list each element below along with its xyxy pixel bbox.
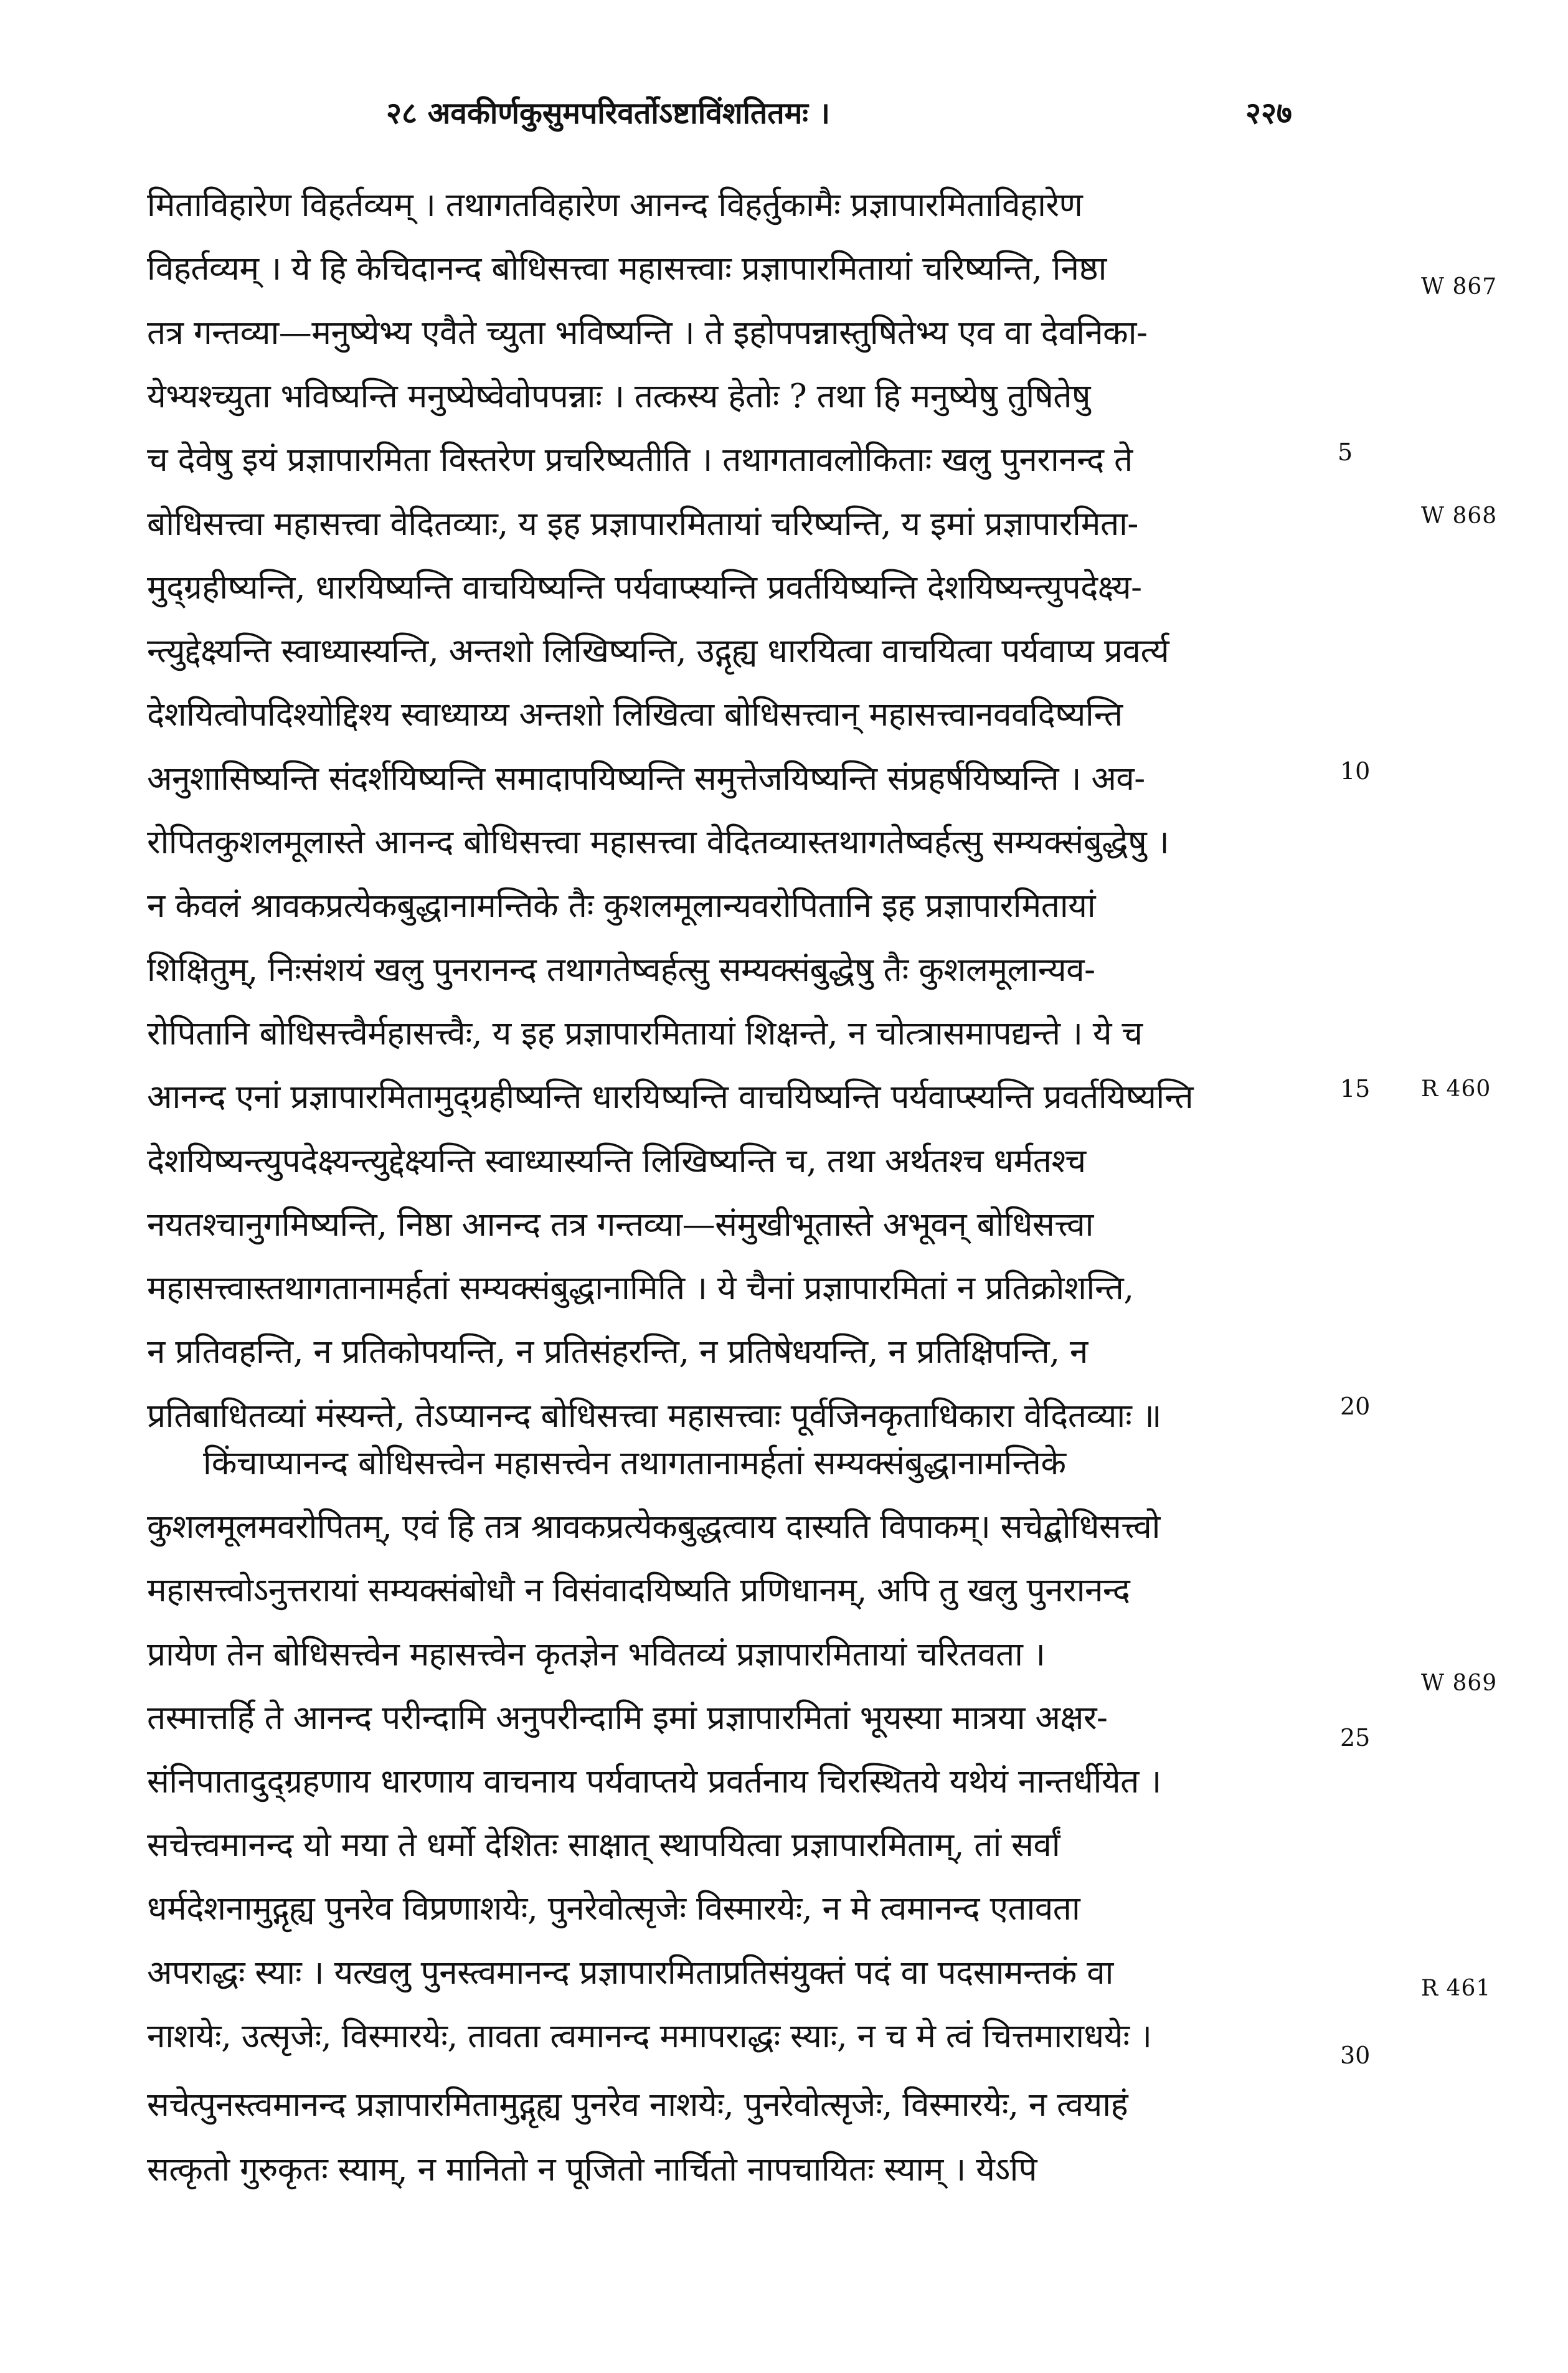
text-line: सचेत्पुनस्त्वमानन्द प्रज्ञापारमितामुद्गृह्य पुनरेव नाशयेः, पुनरेवोत्सृजेः, विस्मारयेः, न त्वयाहं: [147, 2086, 1128, 2124]
margin-reference: W 867: [1421, 274, 1498, 300]
margin-reference: R 460: [1421, 1076, 1491, 1102]
text-line: रोपितानि बोधिसत्त्वैर्महासत्त्वैः, य इह प्रज्ञापारमितायां शिक्षन्ते, न चोत्त्रासमापद्यन्ते । ये च: [147, 1014, 1143, 1053]
text-line: येभ्यश्च्युता भविष्यन्ति मनुष्येष्वेवोपपन्नाः । तत्कस्य हेतोः ? तथा हि मनुष्येषु तुषितेषु: [147, 377, 1091, 415]
text-line: न प्रतिवहन्ति, न प्रतिकोपयन्ति, न प्रतिसंहरन्ति, न प्रतिषेधयन्ति, न प्रतिक्षिपन्ति, न: [147, 1333, 1088, 1371]
text-line: महासत्त्वास्तथागतानामर्हतां सम्यक्संबुद्धानामिति । ये चैनां प्रज्ञापारमितां न प्रतिक्रोशन्ति,: [147, 1269, 1134, 1308]
margin-reference: R 461: [1421, 1976, 1491, 2001]
text-line: सचेत्त्वमानन्द यो मया ते धर्मो देशितः साक्षात् स्थापयित्वा प्रज्ञापारमिताम्, तां सर्वां: [147, 1826, 1060, 1865]
text-line: रोपितकुशलमूलास्ते आनन्द बोधिसत्त्वा महासत्त्वा वेदितव्यास्तथागतेष्वर्हत्सु सम्यक्संबुद्धेषु ।: [147, 823, 1169, 861]
text-line: प्रायेण तेन बोधिसत्त्वेन महासत्त्वेन कृतज्ञेन भवितव्यं प्रज्ञापारमितायां चरितवता ।: [147, 1635, 1046, 1674]
running-title: २८ अवकीर्णकुसुमपरिवर्तोऽष्टाविंशतितमः ।: [386, 96, 830, 131]
line-number: 15: [1340, 1075, 1371, 1102]
line-number: 10: [1340, 757, 1371, 785]
text-line: आनन्द एनां प्रज्ञापारमितामुद्ग्रहीष्यन्ति धारयिष्यन्ति वाचयिष्यन्ति पर्यवाप्स्यन्ति प्रवर्तयिष्यन्ति: [147, 1078, 1194, 1117]
text-line: शिक्षितुम्, निःसंशयं खलु पुनरानन्द तथागतेष्वर्हत्सु सम्यक्संबुद्धेषु तैः कुशलमूलान्यव-: [147, 950, 1095, 989]
text-line: सत्कृतो गुरुकृतः स्याम्, न मानितो न पूजितो नार्चितो नापचायितः स्याम् । येऽपि: [147, 2151, 1037, 2189]
text-line: विहर्तव्यम् । ये हि केचिदानन्द बोधिसत्त्वा महासत्त्वाः प्रज्ञापारमितायां चरिष्यन्ति, निष्ठा: [147, 250, 1107, 288]
text-line: अपराद्धः स्याः । यत्खलु पुनस्त्वमानन्द प्रज्ञापारमिताप्रतिसंयुक्तं पदं वा पदसामन्तकं वा: [147, 1953, 1113, 1992]
text-line: तत्र गन्तव्या—मनुष्येभ्य एवैते च्युता भविष्यन्ति । ते इहोपपन्नास्तुषितेभ्य एव वा देवनिका-: [147, 313, 1148, 352]
text-line: महासत्त्वोऽनुत्तरायां सम्यक्संबोधौ न विसंवादयिष्यति प्रणिधानम्, अपि तु खलु पुनरानन्द: [147, 1571, 1130, 1610]
text-line: देशयिष्यन्त्युपदेक्ष्यन्त्युद्देक्ष्यन्ति स्वाध्यास्यन्ति लिखिष्यन्ति च, तथा अर्थतश्च धर्मतश्च: [147, 1142, 1086, 1180]
text-line: देशयित्वोपदिश्योद्दिश्य स्वाध्याय्य अन्तशो लिखित्वा बोधिसत्त्वान् महासत्त्वानववदिष्यन्ति: [147, 696, 1123, 734]
text-line: संनिपातादुद्ग्रहणाय धारणाय वाचनाय पर्यवाप्तये प्रवर्तनाय चिरस्थितये यथेयं नान्तर्धीयेत ।: [147, 1763, 1161, 1801]
text-line: मिताविहारेण विहर्तव्यम् । तथागतविहारेण आनन्द विहर्तुकामैः प्रज्ञापारमिताविहारेण: [147, 186, 1083, 224]
text-line: अनुशासिष्यन्ति संदर्शयिष्यन्ति समादापयिष्यन्ति समुत्तेजयिष्यन्ति संप्रहर्षयिष्यन्ति । अव-: [147, 759, 1145, 798]
text-line: नयतश्चानुगमिष्यन्ति, निष्ठा आनन्द तत्र गन्तव्या—संमुखीभूतास्ते अभूवन् बोधिसत्त्वा: [147, 1205, 1093, 1244]
text-line: नाशयेः, उत्सृजेः, विस्मारयेः, तावता त्वमानन्द ममापराद्धः स्याः, न च मे त्वं चित्तमाराधयेः ।: [147, 2017, 1152, 2055]
margin-reference: W 869: [1421, 1670, 1498, 1696]
text-line: बोधिसत्त्वा महासत्त्वा वेदितव्याः, य इह प्रज्ञापारमितायां चरिष्यन्ति, य इमां प्रज्ञापारमिता-: [147, 504, 1138, 543]
line-number: 20: [1340, 1393, 1371, 1420]
line-number: 30: [1340, 2042, 1371, 2069]
text-line: न केवलं श्रावकप्रत्येकबुद्धानामन्तिके तैः कुशलमूलान्यवरोपितानि इह प्रज्ञापारमितायां: [147, 887, 1096, 926]
text-line: तस्मात्तर्हि ते आनन्द परीन्दामि अनुपरीन्दामि इमां प्रज्ञापारमितां भूयस्या मात्रया अक्षर-: [147, 1698, 1108, 1737]
page-number: २२७: [1245, 96, 1292, 131]
text-line: न्त्युद्देक्ष्यन्ति स्वाध्यास्यन्ति, अन्तशो लिखिष्यन्ति, उद्गृह्य धारयित्वा वाचयित्वा पर्यवाप्य प्रवर्त्य: [147, 632, 1169, 671]
margin-reference: W 868: [1421, 503, 1498, 529]
line-number: 5: [1338, 438, 1353, 466]
text-line: किंचाप्यानन्द बोधिसत्त्वेन महासत्त्वेन तथागतानामर्हतां सम्यक्संबुद्धानामन्तिके: [203, 1444, 1066, 1482]
text-line: प्रतिबाधितव्यां मंस्यन्ते, तेऽप्यानन्द बोधिसत्त्वा महासत्त्वाः पूर्वजिनकृताधिकारा वेदितव्याः ॥: [147, 1396, 1161, 1435]
text-line: धर्मदेशनामुद्गृह्य पुनरेव विप्रणाशयेः, पुनरेवोत्सृजेः विस्मारयेः, न मे त्वमानन्द एतावता: [147, 1890, 1080, 1928]
text-line: च देवेषु इयं प्रज्ञापारमिता विस्तरेण प्रचरिष्यतीति । तथागतावलोकिताः खलु पुनरानन्द ते: [147, 441, 1133, 480]
page-header: [0, 92, 1568, 142]
line-number: 25: [1340, 1724, 1371, 1751]
text-line: कुशलमूलमवरोपितम्, एवं हि तत्र श्रावकप्रत्येकबुद्धत्वाय दास्यति विपाकम्। सचेद्बोधिसत्त्वो: [147, 1508, 1160, 1546]
text-line: मुद्ग्रहीष्यन्ति, धारयिष्यन्ति वाचयिष्यन्ति पर्यवाप्स्यन्ति प्रवर्तयिष्यन्ति देशयिष्यन्त्युपदेक्ष्य-: [147, 568, 1142, 607]
